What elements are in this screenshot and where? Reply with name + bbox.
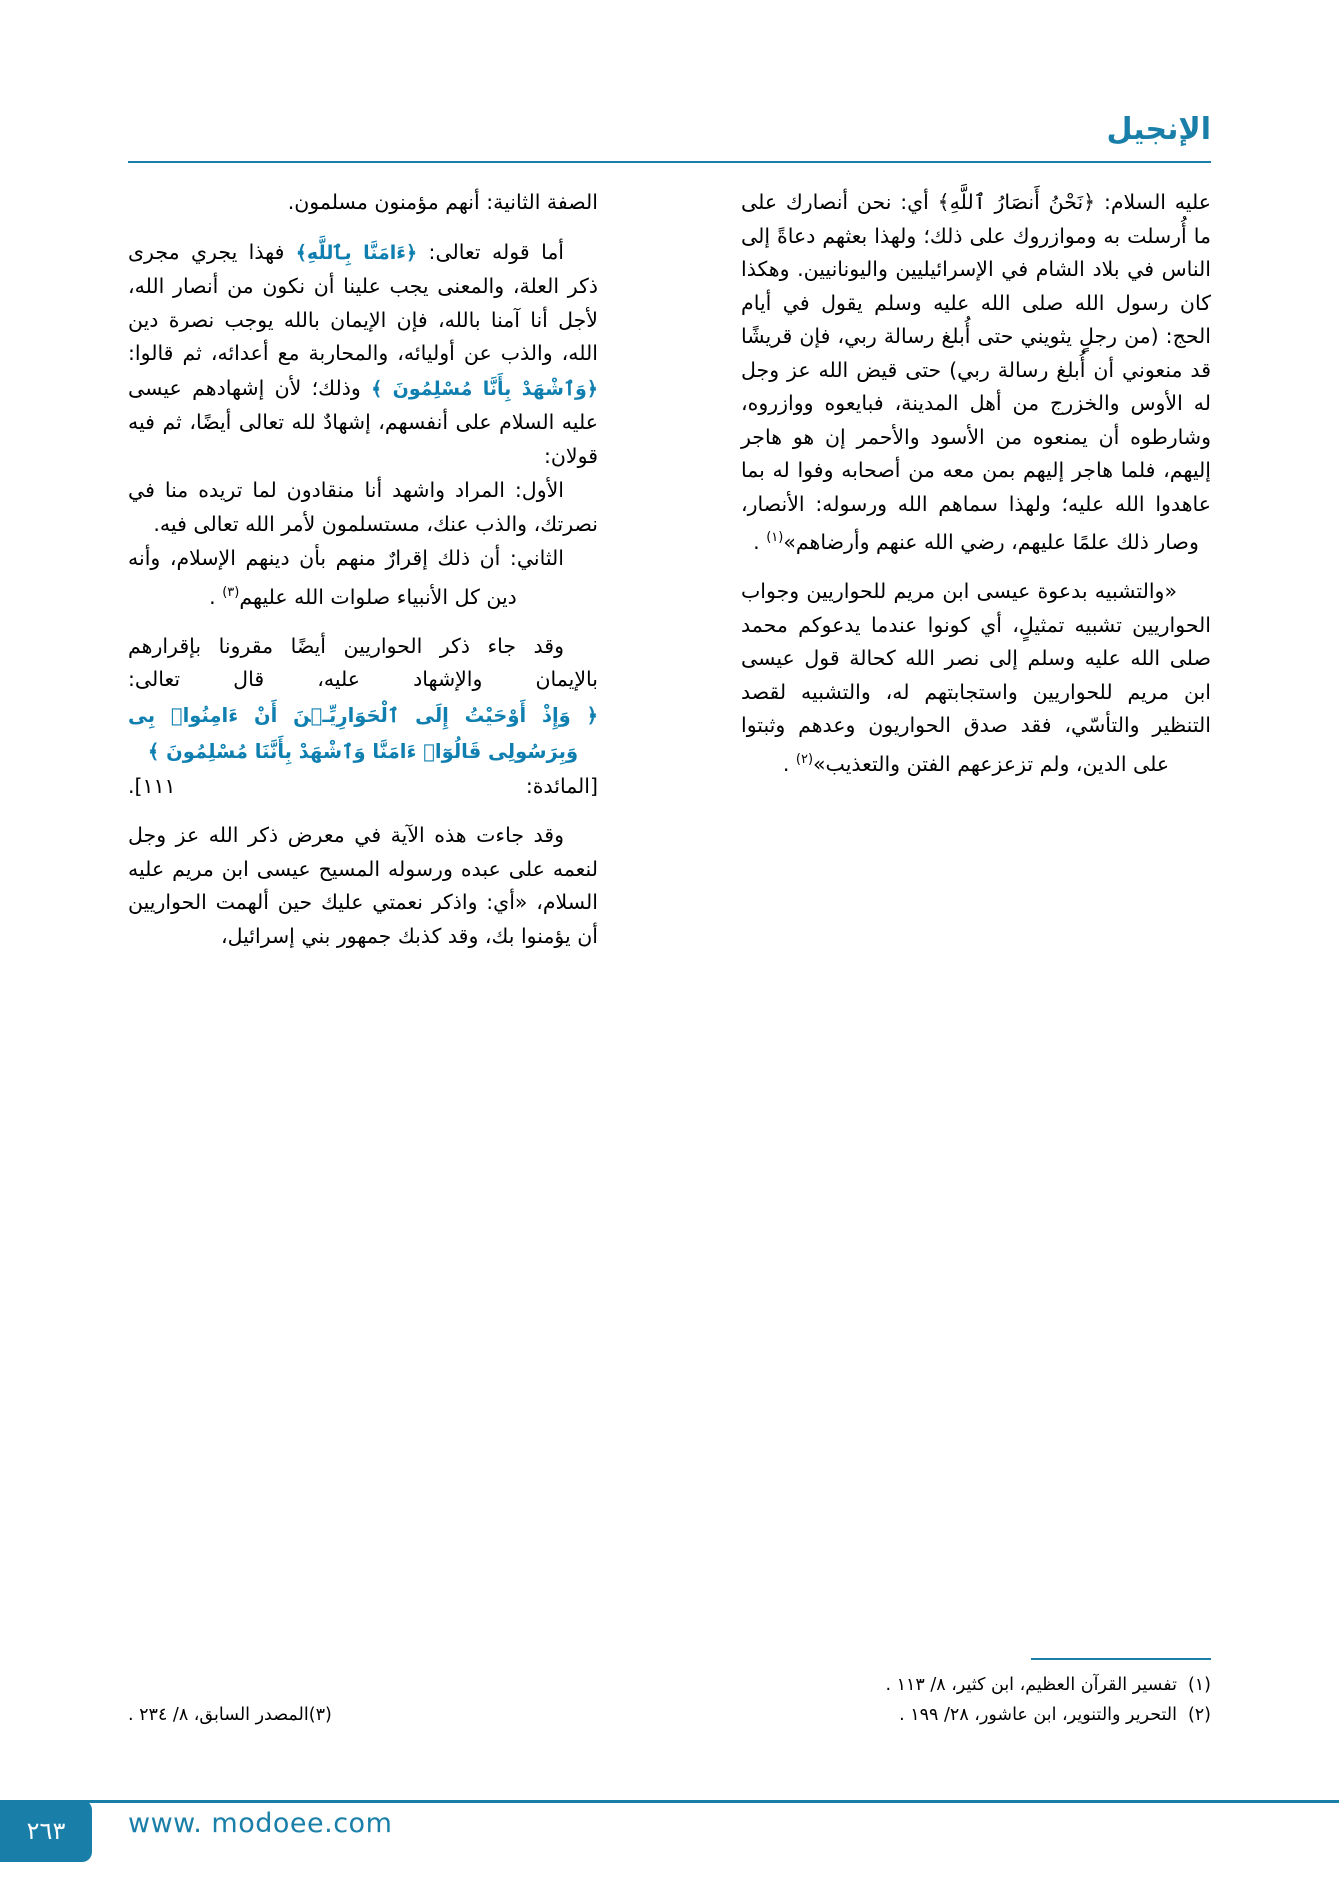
footnote-marker: (٣) [222, 584, 240, 600]
quran-verse: ﴿ءَامَنَّا بِٱللَّهِ﴾ [295, 241, 418, 264]
page-header [128, 112, 1211, 170]
footnote-marker: (١) [766, 530, 784, 545]
paragraph-text: الثاني: أن ذلك إقرارٌ منهم بأن دينهم الإسلام، وأنه دين كل الأنبياء صلوات الله عليهم [128, 546, 564, 609]
paragraph [128, 819, 598, 953]
footnote-entry [741, 1700, 1211, 1730]
verse-reference [128, 770, 598, 804]
paragraph-text: وقد جاء ذكر الحواريين أيضًا مقرونا بإقرارهم بالإيمان والإشهاد عليه، قال تعالى: [128, 633, 598, 692]
footnote-text: تفسير القرآن العظيم، ابن كثير، ٨/ ١١٣ . [885, 1675, 1177, 1695]
footnote-divider [1031, 1658, 1211, 1660]
paragraph-text: عليه السلام: ﴿نَحْنُ أَنصَارُ ٱللَّهِ﴾ أي: نحن أنصارك على ما أُرسلت به وموازروك على ذلك؛ ولهذا بعثهم دعاةً إلى الناس في بلاد الشام في الإسرائيليين واليونانيين. وهكذا كان رسول الله صلى الله عليه وسلم يقول في أيام الحج: (من رجلٍ يثويني حتى أُبلغ رسالة ربي، فإن قريشًا قد منعوني أن أُبلغ رسالة ربي) حتى قيض الله عز وجل له الأوس والخزرج من أهل المدينة، فبايعوه ووازروه، وشارطوه أن يمنعوه من الأسود والأحمر إن هو هاجر إليهم، فلما هاجر إليهم بمن معه من أصحابه وفوا له بما عاهدوا الله عليه؛ ولهذا سماهم الله ورسوله: الأنصار، وصار ذلك علمًا عليهم، رضي الله عنهم وأرضاهم» [741, 190, 1211, 554]
right-footnotes [741, 1658, 1211, 1730]
paragraph: عليه السلام: ﴿نَحْنُ أَنصَارُ ٱللَّهِ﴾ أي: نحن أنصارك على ما أُرسلت به وموازروك على ذلك؛ ولهذا بعثهم دعاةً إلى الناس في بلاد الشام في الإسرائيليين واليونانيين. وهكذا كان رسول الله صلى الله عليه وسلم يقول في أيام الحج: (من رجلٍ يثويني حتى أُبلغ رسالة ربي، فإن قريشًا قد منعوني أن أُبلغ رسالة ربي) حتى قيض الله عز وجل له الأوس والخزرج من أهل المدينة، فبايعوه ووازروه، وشارطوه أن يمنعوه من الأسود والأحمر إن هو هاجر إليهم، فلما هاجر إليهم بمن معه من أصحابه وفوا له بما عاهدوا الله عليه؛ ولهذا سماهم الله ورسوله: الأنصار، وصار ذلك علمًا عليهم، رضي الله عنهم وأرضاهم»$^{(١)}$ . [741, 190, 1211, 554]
paragraph-text: «والتشبيه بدعوة عيسى ابن مريم للحواريين وجواب الحواريين تشبيه تمثيلٍ، أي كونوا عندما يدعوكم محمد صلى الله عليه وسلم إلى نصر الله كحالة قول عيسى ابن مريم للحواريين واستجابتهم له، والتشبيه لقصد التنظير والتأسّي، فقد صدق الحواريون وعدهم وثبتوا على الدين، ولم تزعزعهم الفتن والتعذيب» [741, 579, 1211, 776]
quran-verse: ﴿وَٱشْهَدْ بِأَنَّا مُسْلِمُونَ ﴾ [371, 377, 598, 400]
footnote-entry [128, 1700, 598, 1730]
right-text-column [741, 186, 1211, 1730]
paragraph-text: وذلك؛ لأن إشهادهم عيسى عليه السلام على أنفسهم، إشهادٌ لله تعالى أيضًا، ثم فيه قولان: [128, 375, 598, 468]
paragraph [128, 474, 598, 541]
footnote-number: (٢) [1187, 1705, 1211, 1725]
two-column-body [128, 186, 1211, 1730]
paragraph: «والتشبيه بدعوة عيسى ابن مريم للحواريين وجواب الحواريين تشبيه تمثيلٍ، أي كونوا عندما يدعوكم محمد صلى الله عليه وسلم إلى نصر الله كحالة قول عيسى ابن مريم للحواريين واستجابتهم له، والتشبيه لقصد التنظير والتأسّي، فقد صدق الحواريون وعدهم وثبتوا على الدين، ولم تزعزعهم الفتن والتعذيب»$^{(٢)}$ . [741, 579, 1211, 776]
footnote-marker: (٢) [795, 751, 814, 767]
paragraph-text: الصفة الثانية: أنهم مؤمنون مسلمون. [287, 190, 598, 214]
footnote-number: (١) [1187, 1675, 1211, 1695]
paragraph [128, 630, 598, 697]
paragraph [128, 372, 598, 474]
quran-verse-block: ﴿ وَإِذْ أَوْحَيْتُ إِلَى ٱلْحَوَارِيِّـۧنَ أَنْ ءَامِنُوا۟ بِى وَبِرَسُولِى قَالُوٓا۟ ءَامَنَّا وَٱشْهَدْ بِأَنَّنَا مُسْلِمُونَ ﴾ [128, 703, 598, 763]
paragraph: الثاني: أن ذلك إقرارٌ منهم بأن دينهم الإسلام، وأنه دين كل الأنبياء صلوات الله عليهم$^{(٣)}$ . [128, 546, 564, 609]
page-footer [0, 1778, 1339, 1890]
footnote-text: المصدر السابق، ٨/ ٢٣٤ . [128, 1705, 309, 1725]
verse-reference-text: [المائدة: ١١١]. [128, 773, 598, 798]
paragraph [128, 236, 598, 371]
paragraph-text: وقد جاءت هذه الآية في معرض ذكر الله عز وجل لنعمه على عبده ورسوله المسيح عيسى ابن مريم عليه السلام، «أي: واذكر نعمتي عليك حين ألهمت الحواريين أن يؤمنوا بك، وقد كذبك جمهور بني إسرائيل، [128, 823, 598, 948]
page-title: الإنجيل [1106, 112, 1211, 147]
paragraph-text: أما قوله تعالى: [417, 239, 564, 264]
header-divider [128, 161, 1211, 163]
footer-divider [0, 1800, 1339, 1803]
left-footnotes [128, 1700, 598, 1730]
paragraph-text: الأول: المراد واشهد أنا منقادون لما تريده منا في نصرتك، والذب عنك، مستسلمون لأمر الله تعالى فيه. [128, 478, 598, 536]
website-link[interactable]: www. modoee.com [128, 1808, 393, 1839]
paragraph [128, 186, 598, 220]
footnote-entry [741, 1670, 1211, 1700]
footnote-text: التحرير والتنوير، ابن عاشور، ٢٨/ ١٩٩ . [899, 1705, 1177, 1725]
footnote-number: (٣) [308, 1705, 332, 1725]
paragraph-text: فهذا يجري مجرى ذكر العلة، والمعنى يجب علينا أن نكون من أنصار الله، لأجل أنا آمنا بالله، فإن الإيمان بالله يوجب نصرة دين الله، والذب عن أوليائه، والمحاربة مع أعدائه، ثم قالوا: [128, 239, 598, 365]
page-number: ٢٦٣ [26, 1817, 66, 1845]
left-text-column [128, 186, 598, 1730]
